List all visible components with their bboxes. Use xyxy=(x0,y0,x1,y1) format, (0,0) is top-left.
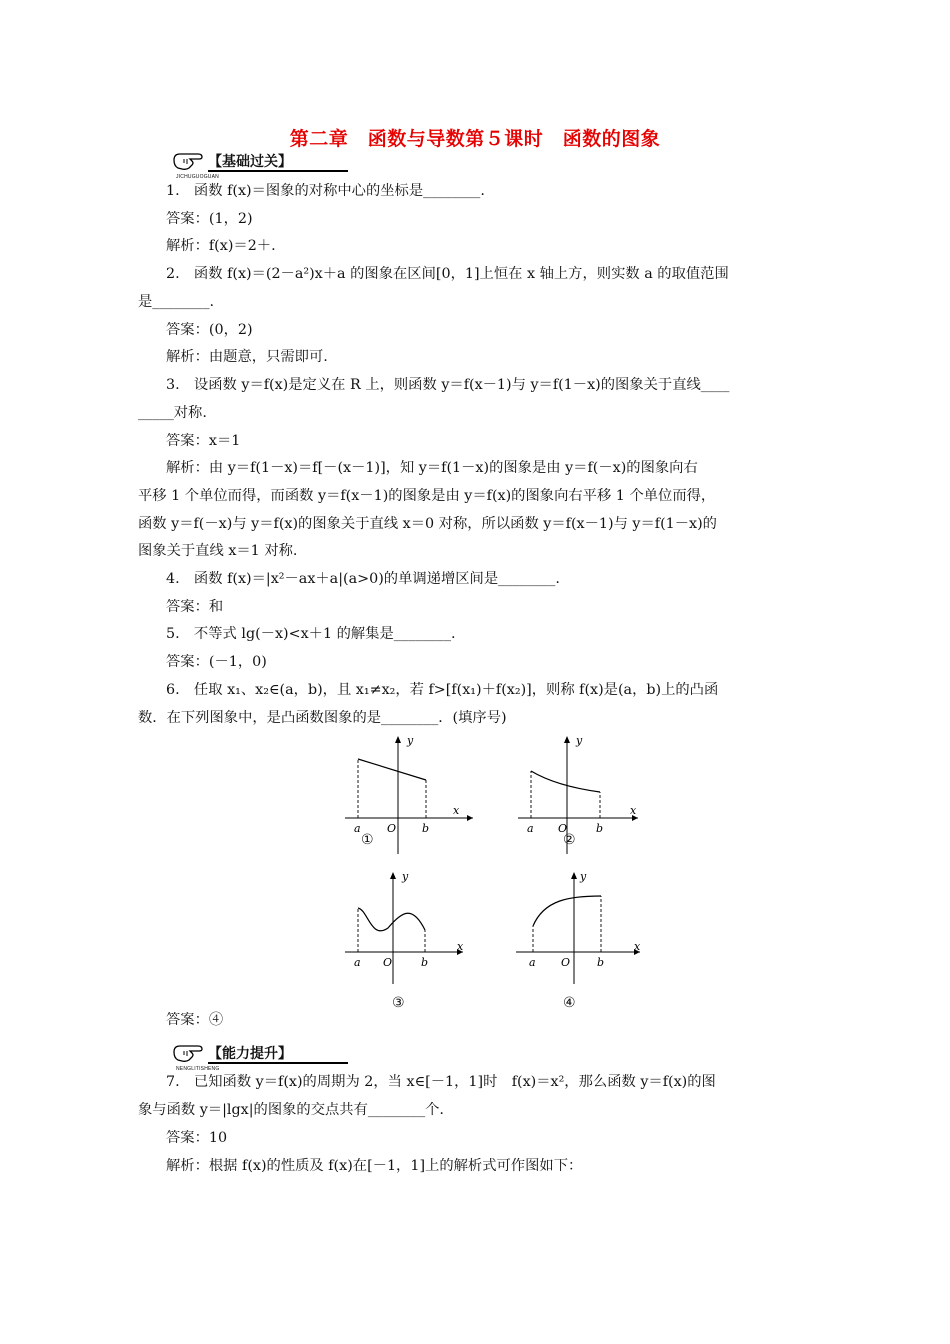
section-underline xyxy=(208,1062,348,1064)
q3-answer: 答案：x＝1 xyxy=(166,433,241,449)
graph-4-caption: ④ xyxy=(563,995,576,1011)
q3-explanation-2: 平移 1 个单位而得，而函数 y＝f(x－1)的图象是由 y＝f(x)的图象向右平移 1 个单位而得， xyxy=(138,488,716,504)
q3-text: 3. 设函数 y＝f(x)是定义在 R 上，则函数 y＝f(x－1)与 y＝f(1－x)的图象关于直线____ xyxy=(166,377,730,393)
q3-text-cont: _____对称. xyxy=(138,405,207,421)
q3-explanation-3: 函数 y＝f(－x)与 y＝f(x)的图象关于直线 x＝0 对称，所以函数 y＝f(x－1)与 y＝f(1－x)的 xyxy=(138,516,717,532)
q7-explanation: 解析：根据 f(x)的性质及 f(x)在[－1，1]上的解析式可作图如下： xyxy=(166,1158,583,1174)
q3-explanation-4: 图象关于直线 x＝1 对称. xyxy=(138,543,298,559)
q1-answer: 答案：(1，2) xyxy=(166,211,253,227)
q7-text: 7. 已知函数 y＝f(x)的周期为 2，当 x∈[－1，1]时 f(x)＝x²，那么函数 y＝f(x)的图 xyxy=(166,1074,716,1090)
q1-text: 1. 函数 f(x)＝图象的对称中心的坐标是________. xyxy=(166,183,485,199)
svg-text:b: b xyxy=(421,956,429,969)
q2-answer: 答案：(0，2) xyxy=(166,322,253,338)
q7-text-cont: 象与函数 y＝|lgx|的图象的交点共有________个. xyxy=(138,1102,444,1118)
q3-explanation: 解析：由 y＝f(1－x)＝f[－(x－1)]，知 y＝f(1－x)的图象是由 y＝f(－x)的图象向右 xyxy=(166,460,698,476)
graph-2-caption: ② xyxy=(563,832,576,848)
q6-answer: 答案：④ xyxy=(166,1012,224,1028)
pointing-hand-icon xyxy=(172,150,206,172)
section-pinyin: NENGLITISHENG xyxy=(176,1066,220,1072)
svg-text:y: y xyxy=(576,734,583,747)
svg-text:y: y xyxy=(402,870,409,883)
pointing-hand-icon xyxy=(172,1042,206,1064)
svg-text:x: x xyxy=(630,804,637,817)
svg-text:a: a xyxy=(354,956,361,969)
svg-text:y: y xyxy=(407,734,414,747)
q5-text: 5. 不等式 lg(－x)<x＋1 的解集是________. xyxy=(166,626,456,642)
svg-text:b: b xyxy=(597,956,605,969)
section-label: 【能力提升】 xyxy=(208,1046,292,1062)
svg-text:a: a xyxy=(529,956,536,969)
q1-explanation: 解析：f(x)＝2＋. xyxy=(166,238,276,254)
q5-answer: 答案：(－1，0) xyxy=(166,654,267,670)
section-pinyin: JICHUGUOGUAN xyxy=(176,174,219,180)
svg-text:O: O xyxy=(383,956,393,969)
graph-3-caption: ③ xyxy=(392,995,405,1011)
graph-1-caption: ① xyxy=(361,832,374,848)
svg-text:O: O xyxy=(558,822,568,835)
svg-text:a: a xyxy=(354,822,361,835)
section-label: 【基础过关】 xyxy=(208,154,292,170)
q7-answer: 答案：10 xyxy=(166,1130,228,1146)
page-title: 第二章 函数与导数第５课时 函数的图象 xyxy=(289,128,661,150)
q2-explanation: 解析：由题意，只需即可. xyxy=(166,349,328,365)
q6-text: 6. 任取 x₁、x₂∈(a，b)，且 x₁≠x₂，若 f>[f(x₁)＋f(x₂)]，则称 f(x)是(a，b)上的凸函 xyxy=(166,682,719,698)
svg-text:a: a xyxy=(527,822,534,835)
svg-text:x: x xyxy=(457,940,464,953)
q4-answer: 答案：和 xyxy=(166,599,224,615)
svg-text:b: b xyxy=(596,822,604,835)
q2-text: 2. 函数 f(x)＝(2－a²)x＋a 的图象在区间[0，1]上恒在 x 轴上方，则实数 a 的取值范围 xyxy=(166,266,729,282)
q4-text: 4. 函数 f(x)＝|x²－ax＋a|(a>0)的单调递增区间是________. xyxy=(166,571,560,587)
section-underline xyxy=(208,170,348,172)
svg-text:O: O xyxy=(561,956,571,969)
graph-3 xyxy=(343,870,483,1004)
svg-text:x: x xyxy=(453,804,460,817)
svg-text:y: y xyxy=(580,870,587,883)
svg-text:x: x xyxy=(634,940,641,953)
q6-text-cont: 数．在下列图象中，是凸函数图象的是________．(填序号) xyxy=(138,710,507,726)
graph-4 xyxy=(514,870,654,1004)
svg-text:b: b xyxy=(422,822,430,835)
svg-text:O: O xyxy=(387,822,397,835)
graph-2 xyxy=(516,734,656,868)
q2-text-cont: 是________. xyxy=(138,294,215,310)
